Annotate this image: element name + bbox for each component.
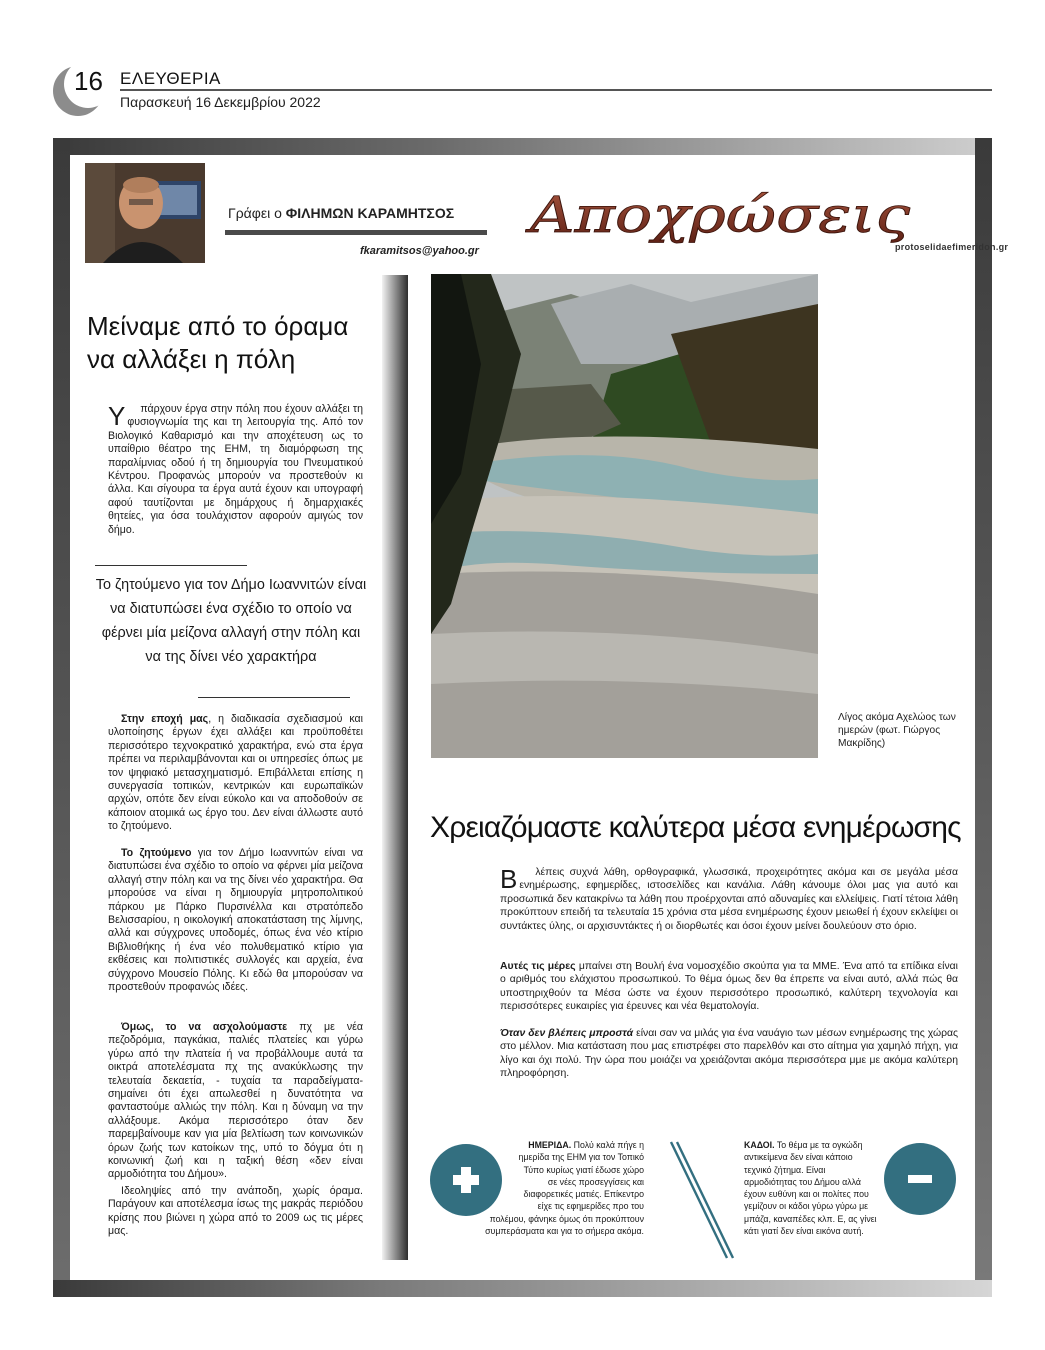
article-left-paragraph	[108, 847, 363, 994]
article-left-title: Μείναμε από το όραμα να αλλάξει η πόλη	[87, 311, 349, 374]
newspaper-name: ΕΛΕΥΘΕΡΙΑ	[120, 69, 221, 88]
page-number: 16	[74, 66, 103, 96]
paragraph-lead: Όμως, το να ασχολούμαστε	[121, 1021, 288, 1033]
minus-note-lead: ΚΑΔΟΙ.	[744, 1140, 775, 1150]
paragraph-text: πχ με νέα πεζοδρόμια, παγκάκια, παλιές πλατείες και γύρω γύρω από την πλατεία ή να προβάλλουμε αυτά τα οικτρά αποτελέσματα πχ της ανακύκλωσης την τελευταία δεκαετία, - τυχαία τα παραδείγματα- σημαίνει ότι έχει απωλεσθεί η δυνατότητα να φανταστούμε αλλιώς την πόλη. Και η δύναμη να την αλλάξουμε. Ακόμα περισσότερο όταν δεν παρεμβαίνουμε καν για μία βελτίωση των κοινωνικών όρων ζωής των κατοίκων της, υπό το δόγμα ότι η κοινωνική ζωή και η ταξική θέση «δεν είναι αρμοδιότητα του Δήμου».	[108, 1021, 363, 1181]
dropcap: Υ	[108, 401, 126, 431]
article-left-intro	[108, 403, 363, 537]
header-rule	[120, 89, 992, 91]
frame-bottom-bar	[53, 1280, 992, 1297]
column-separator	[382, 275, 408, 1260]
plus-note-lead: ΗΜΕΡΙΔΑ.	[528, 1140, 572, 1150]
byline	[228, 205, 454, 221]
minus-note-text: Το θέμα με τα ογκώδη αντικείμενα δεν είναι κάποιο τεχνικό ζήτημα. Είναι αρμοδιότητας του Δήμου αλλά έχουν ευθύνη και οι πολίτες που γεμίζουν οι κάδοι γύρω γύρω με μπάζα, καναπέδες κλπ. Ε, ας γίνει κάτι γιατί δεν είναι εικόνα αυτή.	[744, 1140, 877, 1237]
frame-left-bar	[53, 138, 70, 1297]
dropcap: Β	[500, 864, 518, 894]
article-left-paragraph: Ιδεοληψίες από την ανάποδη, χωρίς όραμα. Παράγουν και αποτέλεσμα ίσως της μακράς περιόδου κρίσης που βιώνει η χώρα από το 2009 ως τις μέρες μας.	[108, 1185, 363, 1238]
frame-right-bar	[975, 138, 992, 1297]
author-photo	[85, 163, 205, 263]
byline-prefix: Γράφει ο	[228, 205, 286, 221]
paragraph-lead: Όταν δεν βλέπεις μπροστά	[500, 1028, 634, 1039]
paragraph-lead: Αυτές τις μέρες	[500, 961, 576, 972]
quote-rule-top	[95, 565, 247, 566]
intro-text: πάρχουν έργα στην πόλη που έχουν αλλάξει τη φυσιογνωμία της και τη λειτουργία της. Από τον Βιολογικό Καθαρισμό και την αποχέτευση ως το υπαίθριο θέατρο της ΕΗΜ, τη διαμόρφωση της παραλίμνιας οδού ή τη δημιουργία του Πνευματικού Κέντρου. Προφανώς μπορούν να προστεθούν κι άλλα. Και σίγουρα τα έργα αυτά έχουν και υπογραφή αφού ταυτίζονται με δημάρχους ή δημαρχιακές θητείες, για όσα τουλάχιστον αφορούν αμιγώς τον δήμο.	[108, 403, 363, 536]
paragraph-text: είναι σαν να μιλάς για ένα ναυάγιο των μέσων ενημέρωσης της χώρας στο μέλλον. Μια κατάσταση που μας επιστρέφει στο παρελθόν και στο αίτημα για χαμηλό πήχη, για λίγο και όχι πολύ. Την ώρα που μοιάζει να χρειάζονται ακόμα περισσότερα μμε με ακόμα καλύτερη πληροφόρηση.	[500, 1028, 958, 1080]
column-logo	[525, 180, 915, 248]
article-left-paragraph	[108, 713, 363, 834]
column-logo-text: Αποχρώσεις	[525, 186, 910, 244]
source-site: protoselidaefimeridon.gr	[895, 242, 1009, 252]
divider-slashes-icon	[665, 1140, 735, 1265]
minus-icon-bar	[908, 1175, 932, 1183]
minus-note	[744, 1139, 879, 1237]
plus-icon-bar	[461, 1167, 471, 1193]
plus-note-text: Πολύ καλά πήγε η ημερίδα της ΕΗΜ για τον Τοπικό Τύπο κυρίως γιατί έδωσε χώρο σε νέες προσεγγίσεις και διαφορετικές ματιές. Επίκεντρο είχε τις εφημερίδες προ του πολέμου, φάνηκε όμως ότι προκύπτουν συμπεράσματα και για το σήμερα ακόμα.	[485, 1140, 644, 1237]
paragraph-text: μπαίνει στη Βουλή ένα νομοσχέδιο σκούπα για τα ΜΜΕ. Ένα από τα επίδικα είναι ο αριθμός του ελάχιστου προσωπικού. Το θέμα όμως δεν θα έπρεπε να είναι αυτό, αλλά πώς θα υποστηριχθούν τα Μέσα ώστε να έχουν περισσότερο προσωπικό, καλύτερη τεχνολογία και περισσότερες ευκαιρίες για έρευνες και νέα θεματολογία.	[500, 961, 958, 1013]
paragraph-text: για τον Δήμο Ιωαννιτών είναι να διατυπώσει ένα σχέδιο το οποίο να φέρνει μία μείζονα αλλαγή στην πόλη και να της δίνει νέο χαρακτήρα. Θα μπορούσε να είναι η δημιουργία μητροπολιτικού πάρκου με Πάρκο Πυρσινέλλα και στρατόπεδο Βελισσαρίου, η οικολογική αποκατάσταση της λίμνης, αλλά και σύγχρονες υποδομές, όπως ένα νέο κτίριο Βιβλιοθήκης ή ένα νέο πολυθεματικό κτίριο για εκθέσεις και πολιτιστικές συλλογές και αρχεία, ένα σύγχρονο Μουσείο Πόλης. Κι εδώ θα μπορούσαν να προστεθούν προφανώς ιδέες.	[108, 847, 363, 994]
article-right-paragraph	[500, 1027, 958, 1081]
article-right-title: Χρειαζόμαστε καλύτερα μέσα ενημέρωσης	[430, 811, 961, 844]
photo-caption: Λίγος ακόμα Αχελώος των ημερών (φωτ. Γιώργος Μακρίδης)	[838, 712, 956, 750]
byline-rule	[225, 230, 487, 235]
author-name: ΦΙΛΗΜΩΝ ΚΑΡΑΜΗΤΣΟΣ	[285, 205, 455, 221]
paragraph-text: λέπεις συχνά λάθη, ορθογραφικά, γλωσσικά, προχειρότητες ακόμα και σε μεγάλα μέσα ενημέρωσης, εφημερίδες, ιστοσελίδες και κανάλια. Λάθη κάνουμε όλοι μας για αυτό και προσωπικά δεν κατακρίνω τα λάθη που προέρχονται από αδυναμίες και ελλείψεις. Γιατί τέτοια λάθη προκύπτουν επειδή τα τελευταία 15 χρόνια στα μέσα ενημέρωσης έχουν μειωθεί ή έχουν εκλείψει οι συντάκτες ύλης, οι αρχισυντάκτες ή οι διορθωτές και όσοι έχουν μείνει δουλεύουν στο όριο.	[500, 867, 958, 932]
article-left-paragraph	[108, 1021, 363, 1182]
frame-top-bar	[53, 138, 992, 155]
pull-quote: Το ζητούμενο για τον Δήμο Ιωαννιτών είναι να διατυπώσει ένα σχέδιο το οποίο να φέρνει μία μείζονα αλλαγή στην πόλη και να της δίνει νέο χαρακτήρα	[95, 577, 367, 665]
article-right-paragraph	[500, 866, 958, 933]
river-photo	[431, 274, 818, 758]
author-email: fkaramitsos@yahoo.gr	[360, 245, 479, 257]
issue-date: Παρασκευή 16 Δεκεμβρίου 2022	[120, 94, 321, 110]
article-right-paragraph	[500, 960, 958, 1014]
paragraph-text: , η διαδικασία σχεδιασμού και υλοποίησης έργων έχει αλλάξει και προϋποθέτει περισσότερο τεχνοκρατικό χαρακτήρα, ενώ στα έργα πρέπει να περιλαμβάνονται και οι υπηρεσίες όπως με τον ψηφιακό μετασχηματισμό. Επιβάλλεται επίσης η συνεργασία τοπικών, κεντρικών και ευρωπαϊκών αρχών, οπότε δεν είναι εύκολο και να αποδοθούν σε κάποιον ατομικά ως έργο του. Δεν είναι άλλωστε αυτό το ζητούμενο.	[108, 713, 363, 833]
paragraph-lead: Το ζητούμενο	[121, 847, 192, 859]
paragraph-lead: Στην εποχή μας	[121, 713, 209, 725]
quote-rule-bottom	[198, 697, 350, 698]
